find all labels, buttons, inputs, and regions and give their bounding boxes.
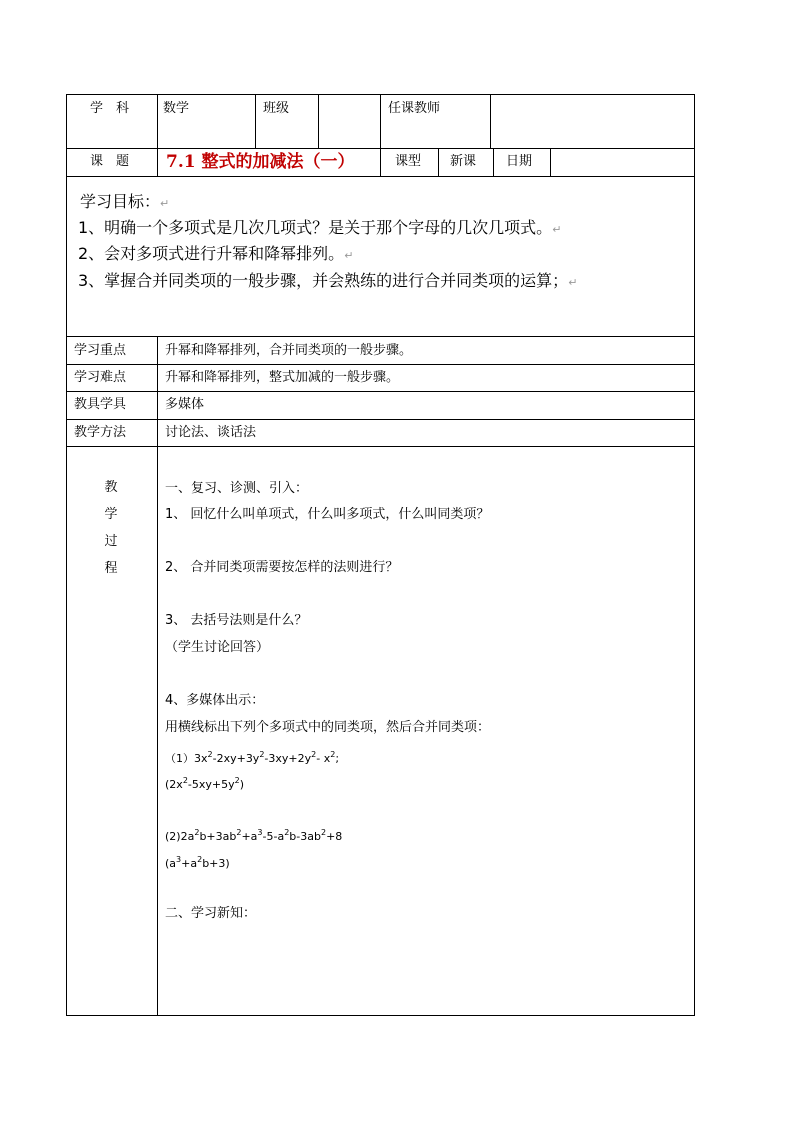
- row-label-difficulties: 学习难点: [74, 370, 127, 385]
- row-label-methods: 教学方法: [74, 425, 127, 440]
- row-divider: [66, 176, 695, 177]
- goal-item-text: 3、掌握合并同类项的一般步骤，并会熟练的进行合并同类项的运算；: [78, 271, 569, 290]
- return-mark-icon: ↵: [568, 276, 578, 289]
- answer-1: [165, 773, 244, 793]
- topic-title: 7.1 整式的加减法（一）: [166, 152, 355, 172]
- return-mark-icon: ↵: [344, 249, 354, 262]
- expr-exponent: 2: [320, 828, 327, 837]
- subject-value: 数学: [163, 101, 190, 116]
- col-divider: [380, 94, 381, 176]
- row-divider: [66, 419, 695, 420]
- expr-exponent: 2: [194, 828, 200, 837]
- ans-term: +a: [181, 857, 198, 870]
- expr-exponent: 2: [236, 828, 242, 837]
- expr-exponent: 2: [284, 828, 290, 837]
- process-label-char: 过: [104, 534, 118, 549]
- ans-term: (a: [165, 857, 177, 870]
- expr-term: +a: [241, 830, 258, 843]
- row-value-key-points: 升幂和降幂排列，合并同类项的一般步骤。: [165, 343, 413, 358]
- expr-term: ;: [335, 752, 340, 765]
- section1-title: 一、复习、诊测、引入：: [165, 481, 309, 496]
- expr-prefix: （1）: [165, 752, 194, 765]
- col-divider: [255, 94, 256, 148]
- col-divider: [318, 94, 319, 148]
- expr-prefix: (2): [165, 830, 181, 843]
- expr-term: b+3ab: [199, 830, 237, 843]
- process-label-char: 教: [104, 480, 118, 495]
- row-divider: [66, 391, 695, 392]
- question-1: 1、 回忆什么叫单项式，什么叫多项式，什么叫同类项？: [165, 507, 490, 522]
- expr-term: b-3ab: [289, 830, 321, 843]
- lesson-type-value: 新课: [450, 154, 477, 169]
- expr-exponent: 3: [257, 828, 263, 837]
- expr-exponent: 2: [330, 750, 336, 759]
- ans-term: -5xy+5y: [187, 778, 235, 791]
- row-value-tools: 多媒体: [165, 397, 205, 412]
- class-label: 班级: [263, 101, 290, 116]
- expr-term: -2xy+3y: [212, 752, 260, 765]
- question-3: 3、 去括号法则是什么？: [165, 613, 308, 628]
- expr-exponent: 2: [311, 750, 317, 759]
- ans-term: ): [239, 778, 245, 791]
- ans-exponent: 2: [182, 776, 188, 785]
- teacher-label: 任课教师: [388, 101, 441, 116]
- goal-item: [78, 217, 561, 241]
- lesson-type-label: 课型: [395, 154, 422, 169]
- expression-2: [165, 825, 342, 845]
- row-divider: [66, 446, 695, 447]
- section2-title: 二、学习新知：: [165, 906, 257, 921]
- subject-label: 学 科: [90, 101, 130, 116]
- expr-term: 3x: [194, 752, 208, 765]
- col-divider: [157, 94, 158, 148]
- row-label-tools: 教具学具: [74, 397, 127, 412]
- col-divider: [493, 148, 494, 176]
- row-divider: [66, 364, 695, 365]
- question-4-description: 用横线标出下列个多项式中的同类项，然后合并同类项：: [165, 720, 491, 735]
- ans-exponent: 2: [197, 855, 203, 864]
- question-3-note: （学生讨论回答）: [165, 640, 270, 655]
- goal-item-text: 2、会对多项式进行升幂和降幂排列。: [78, 244, 345, 263]
- return-mark-icon: ↵: [160, 197, 170, 210]
- expr-exponent: 2: [207, 750, 213, 759]
- expr-term: -5-a: [262, 830, 285, 843]
- goals-heading: [80, 191, 169, 215]
- expr-exponent: 2: [259, 750, 265, 759]
- process-label-char: 学: [104, 507, 118, 522]
- expression-1: [165, 747, 339, 767]
- expr-term: 2a: [180, 830, 195, 843]
- question-2: 2、 合并同类项需要按怎样的法则进行？: [165, 560, 399, 575]
- question-4: 4、多媒体出示：: [165, 693, 265, 708]
- row-value-methods: 讨论法、谈话法: [165, 425, 257, 440]
- return-mark-icon: ↵: [552, 223, 562, 236]
- expr-term: +8: [326, 830, 343, 843]
- goal-item: [78, 243, 353, 267]
- expr-term: -3xy+2y: [264, 752, 312, 765]
- goals-heading-text: 学习目标：: [80, 192, 161, 211]
- ans-term: b+3): [202, 857, 230, 870]
- col-divider: [157, 336, 158, 1016]
- expr-term: - x: [316, 752, 331, 765]
- goal-item: [78, 270, 577, 294]
- ans-exponent: 2: [234, 776, 240, 785]
- goal-item-text: 1、明确一个多项式是几次几项式？是关于那个字母的几次几项式。: [78, 218, 553, 237]
- row-divider: [66, 336, 695, 337]
- col-divider: [550, 148, 551, 176]
- answer-2: [165, 852, 230, 872]
- col-divider: [490, 94, 491, 148]
- row-value-difficulties: 升幂和降幂排列，整式加减的一般步骤。: [165, 370, 400, 385]
- process-label-char: 程: [104, 561, 118, 576]
- col-divider: [438, 148, 439, 176]
- date-label: 日期: [506, 154, 533, 169]
- topic-label: 课 题: [90, 154, 130, 169]
- process-label: [101, 474, 121, 582]
- ans-term: (2x: [165, 778, 183, 791]
- ans-exponent: 3: [176, 855, 182, 864]
- col-divider: [157, 148, 158, 176]
- row-label-key-points: 学习重点: [74, 343, 127, 358]
